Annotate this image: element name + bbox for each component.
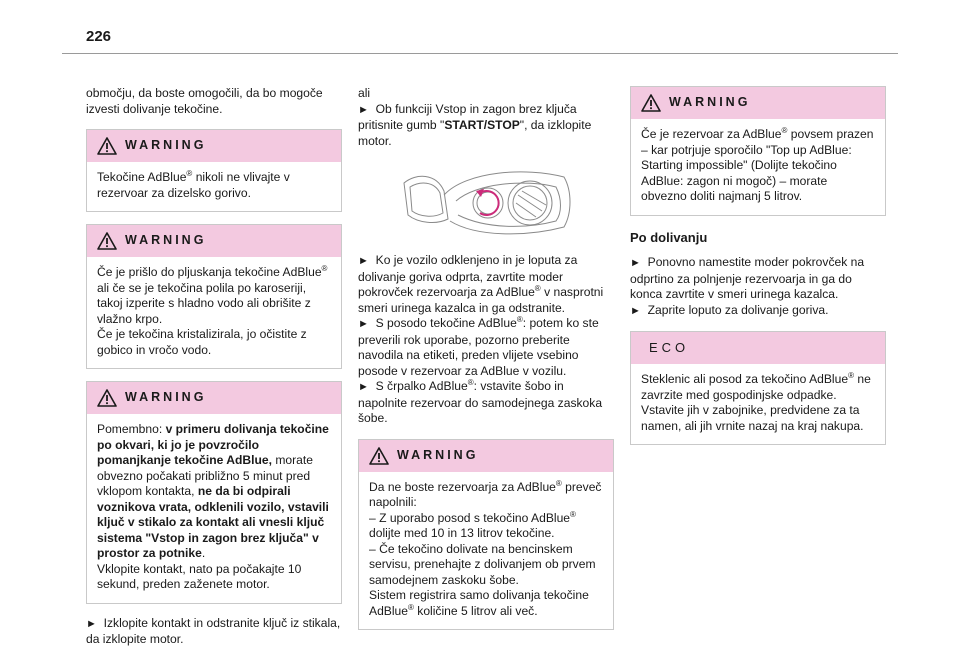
bullet-arrow-icon: ► <box>358 103 369 116</box>
step-refit-cap: ► Ponovno namestite moder pokrovček na odprtino za polnjenje rezervoarja in ga do konca zavrtite v smeri urinega kazalca. <box>630 255 865 301</box>
step-pump: ► S črpalko AdBlue®: vstavite šobo in napolnite rezervoar do samodejnega zaskoka šobe. <box>358 377 603 425</box>
column-2 <box>358 86 614 642</box>
step-ignition-off: ► Izklopite kontakt in odstranite ključ iz stikala, da izklopite motor. <box>86 615 341 646</box>
warning-header <box>87 382 341 414</box>
column-1 <box>86 86 342 648</box>
eco-box <box>630 331 886 445</box>
adblue-filler-cap-image <box>396 161 576 241</box>
section-title-after-refill: Po dolivanju <box>630 229 708 245</box>
warning-header <box>87 225 341 257</box>
warning-header <box>359 440 613 472</box>
page-number: 226 <box>86 28 112 45</box>
warning-box-3 <box>86 381 342 604</box>
warning-triangle-icon <box>97 232 117 250</box>
warning-title: WARNING <box>669 95 751 110</box>
bullet-arrow-icon: ► <box>358 255 369 267</box>
warning-triangle-icon <box>97 137 117 155</box>
warning-body: Tekočine AdBlue® nikoli ne vlivajte v rezervoar za dizelsko gorivo. <box>97 168 290 200</box>
warning-title: WARNING <box>125 138 207 153</box>
column-3 <box>630 86 886 457</box>
step-start-stop: ► Ob funkciji Vstop in zagon brez ključa pritisnite gumb "START/STOP", da izklopite motor. <box>358 101 592 148</box>
warning-box-4 <box>358 439 614 631</box>
warning-title: WARNING <box>125 233 207 248</box>
or-text: ali <box>358 86 371 100</box>
warning-title: WARNING <box>125 390 207 405</box>
bullet-arrow-icon: ► <box>358 318 369 330</box>
eco-body: Steklenic ali posod za tekočino AdBlue® ne zavrzite med gospodinjske odpadke. Vstavite jih v zabojnike, predvidene za ta namen, ali jih vrnite nazaj na kraj nakupa. <box>641 370 871 433</box>
header-divider <box>62 53 898 54</box>
step-close-flap: ► Zaprite loputo za dolivanje goriva. <box>630 302 829 317</box>
warning-triangle-icon <box>641 94 661 112</box>
warning-body: Če je prišlo do pljuskanja tekočine AdBlue® ali če se je tekočina polila po karoseriji, takoj izperite s hladno vodo ali obrišite z vlažno krpo. Če je tekočina kristalizirala, jo očistite z gobico in vročo vodo. <box>97 263 328 357</box>
bullet-arrow-icon: ► <box>358 381 369 393</box>
intro-text: območju, da boste omogočili, da bo mogoče izvesti dolivanje tekočine. <box>86 86 323 116</box>
bullet-arrow-icon: ► <box>630 257 641 269</box>
warning-triangle-icon <box>369 447 389 465</box>
eco-title: ECO <box>649 340 690 356</box>
warning-header <box>631 87 885 119</box>
warning-box-5 <box>630 86 886 216</box>
warning-title: WARNING <box>397 447 479 462</box>
eco-header <box>631 332 885 364</box>
warning-triangle-icon <box>97 389 117 407</box>
warning-header <box>87 130 341 162</box>
bullet-arrow-icon: ► <box>630 304 641 317</box>
warning-box-1 <box>86 129 342 212</box>
bullet-arrow-icon: ► <box>86 617 97 630</box>
warning-body: Pomembno: v primeru dolivanja tekočine po okvari, ki jo je povzročilo pomanjkanje tekočine AdBlue, morate obvezno počakati približno 5 minut pred vklopom kontakta, ne da bi odpirali voznikova vrata, odklenili vozilo, vstavili ključ v stikalo za kontakt ali vnesli ključ sistema "Vstop in zagon brez ključa" v prostor za potnike. Vklopite kontakt, nato pa počakajte 10 sekund, preden zaženete motor. <box>97 422 329 591</box>
warning-body: Če je rezervoar za AdBlue® povsem prazen – kar potrjuje sporočilo "Top up AdBlue: Starting impossible" (Dolijte tekočino AdBlue: zagon ni mogoč) – morate obvezno doliti najmanj 5 litrov. <box>641 125 874 203</box>
warning-body: Da ne boste rezervoarja za AdBlue® preveč napolnili: – Z uporabo posod s tekočino AdBlue® dolijte med 10 in 13 litrov tekočine. – Če tekočino dolivate na bencinskem servisu, prenehajte z dolivanjem ob prvem samodejnem zaskoku šobe. Sistem registrira samo dolivanja tekočine AdBlue® količine 5 litrov ali več. <box>369 478 602 618</box>
warning-box-2 <box>86 224 342 369</box>
filler-cap-illustration <box>358 161 614 241</box>
step-remove-cap: ► Ko je vozilo odklenjeno in je loputa za dolivanje goriva odprta, zavrtite moder pokrovček rezervoarja za AdBlue® v nasprotni smeri urinega kazalca in ga odstranite. <box>358 253 604 315</box>
step-container: ► S posodo tekočine AdBlue®: potem ko ste preverili rok uporabe, pozorno preberite navodila na etiketi, preden vlijete vsebino posode v rezervoar za AdBlue v vozilu. <box>358 314 599 378</box>
